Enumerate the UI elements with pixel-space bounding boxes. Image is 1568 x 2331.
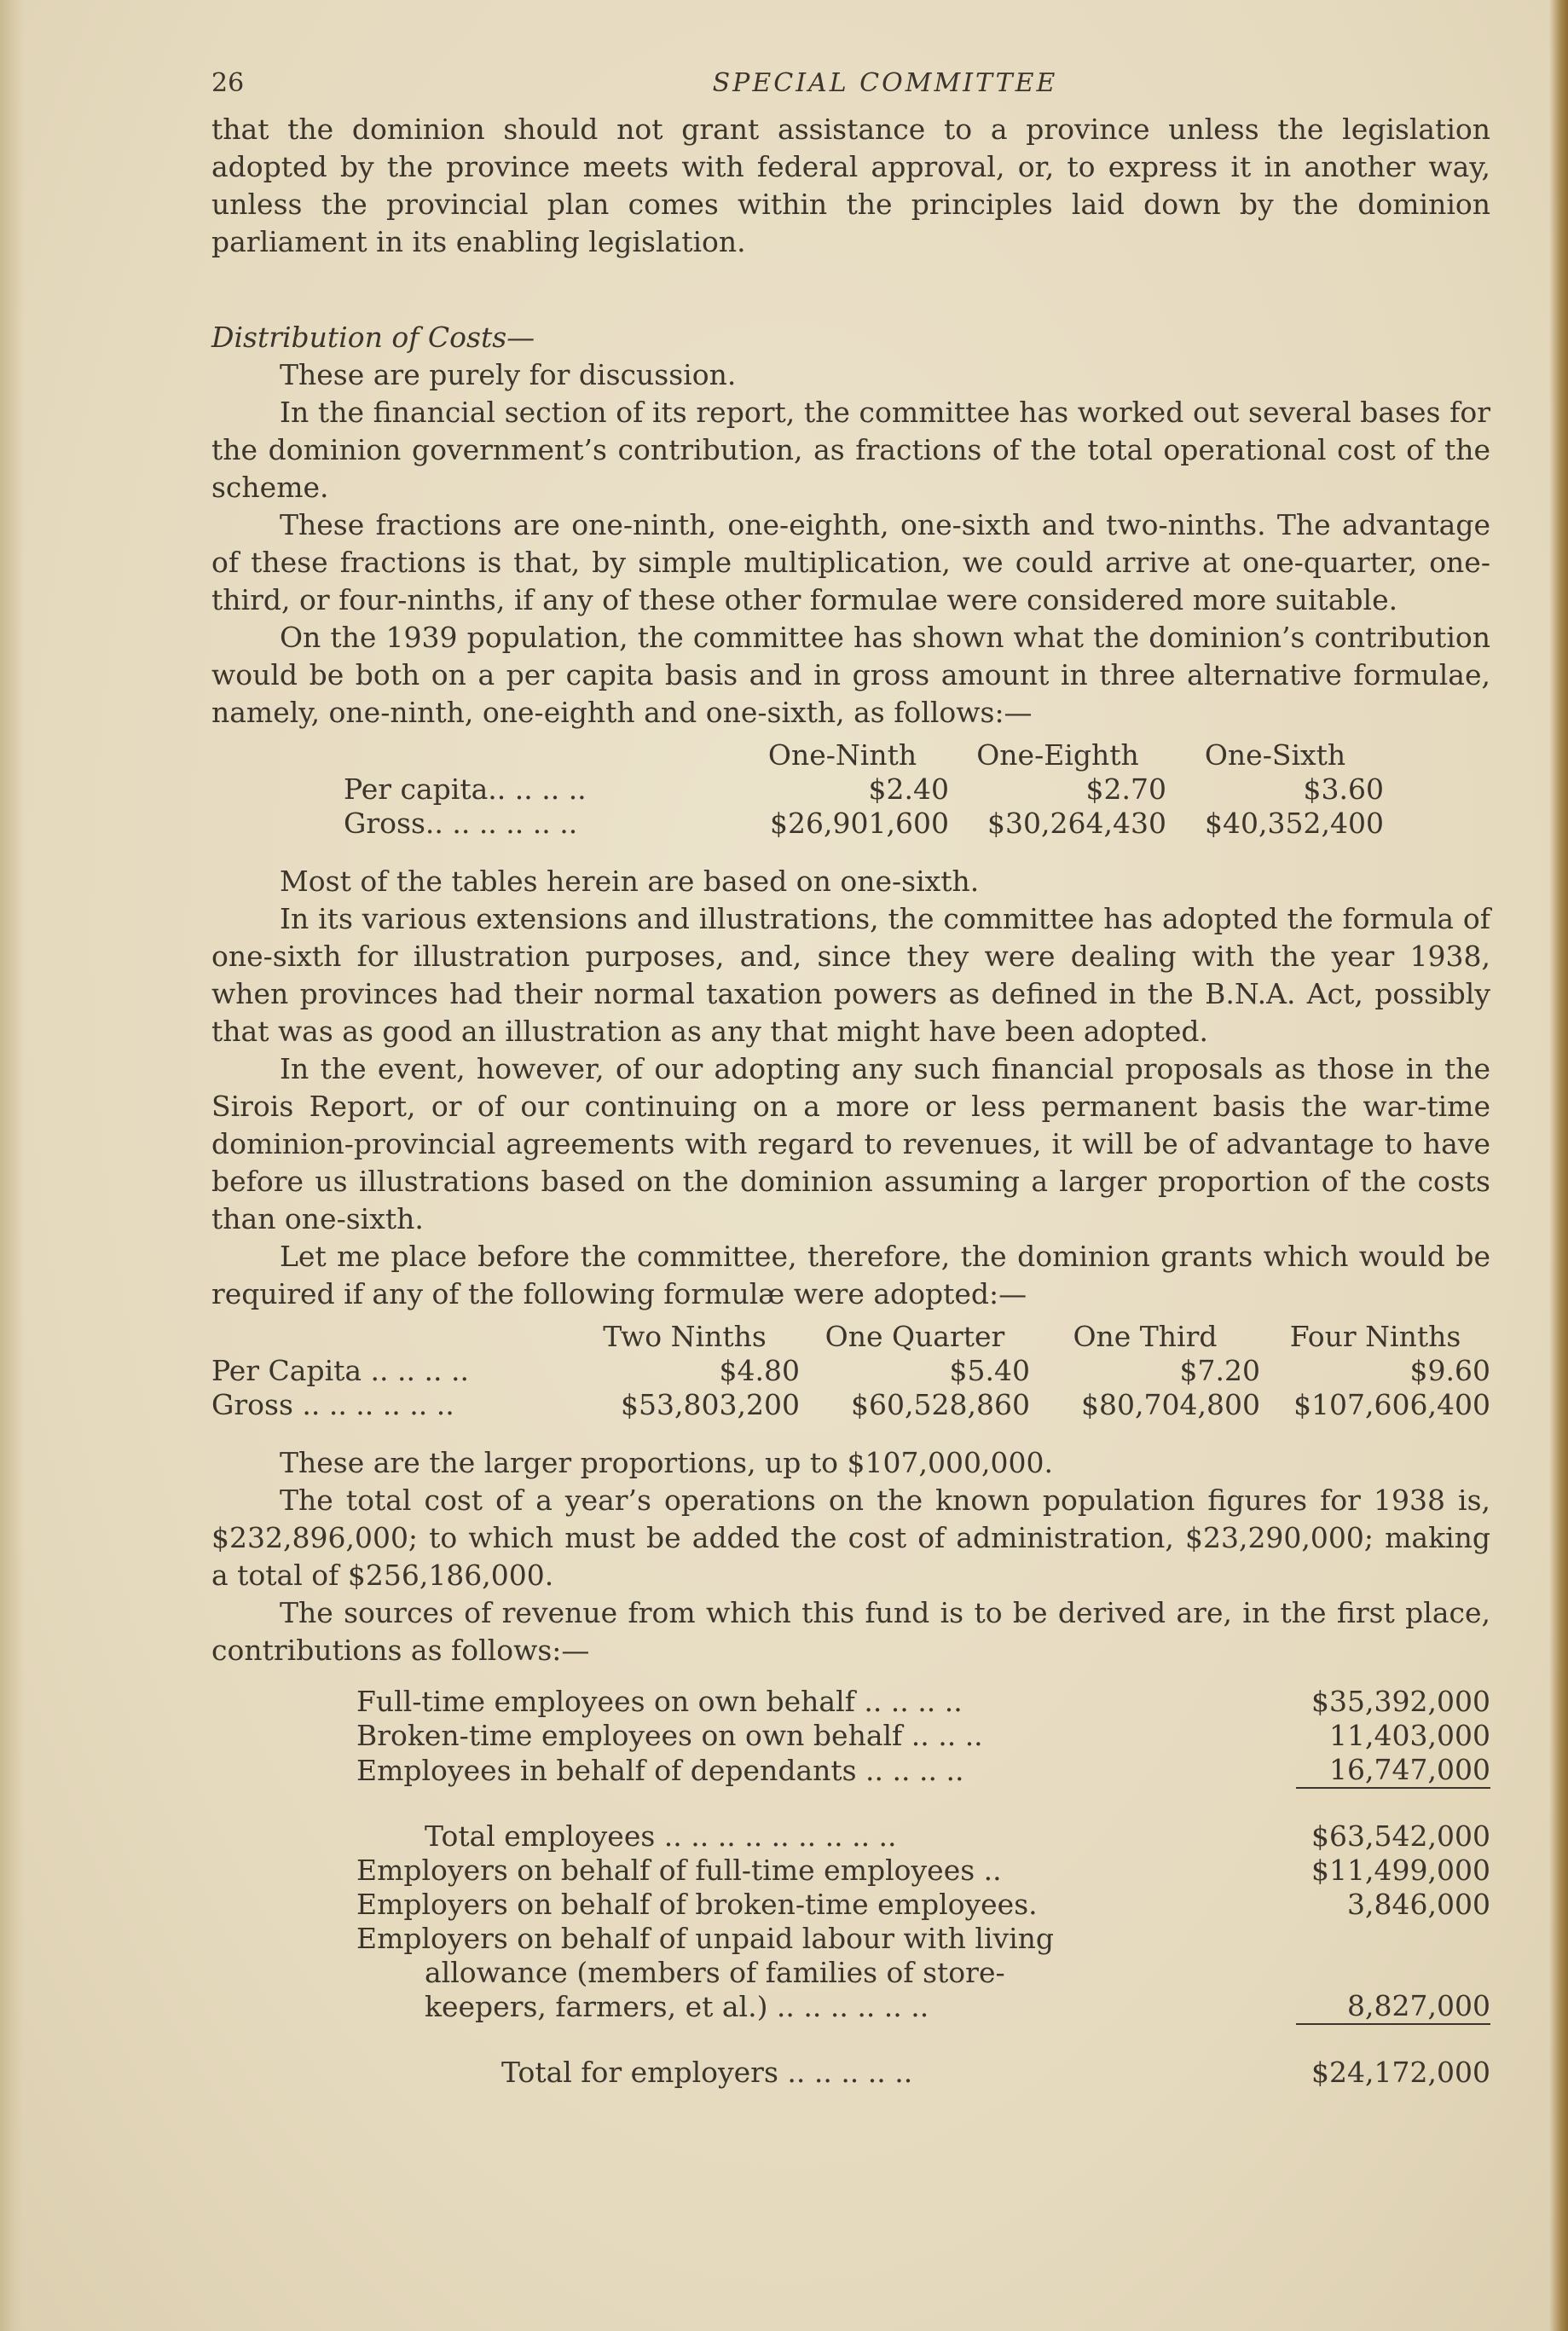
row-label	[356, 1922, 1296, 2024]
table-cell: $26,901,600	[770, 807, 949, 840]
paragraph: In its various extensions and illustrations, the committee has adopted the formula of one-sixth for illustration purposes, and, since they were dealing with the year 1938, when provinces had their normal taxation powers as defined in the B.N.A. Act, possibly that was as good an illustration as any that might have been adopted.	[211, 902, 1490, 1048]
column-header: One-Eighth	[976, 738, 1139, 772]
row-label: Gross .. .. .. .. .. ..	[211, 1388, 454, 1421]
row-label: Total for employers .. .. .. .. ..	[501, 2056, 913, 2089]
table-row	[356, 1854, 1490, 1888]
table-cell: $60,528,860	[851, 1388, 1030, 1421]
paragraph: The sources of revenue from which this fund is to be derived are, in the first place, contributions as follows:—	[211, 1596, 1490, 1667]
table-cell: $80,704,800	[1081, 1388, 1260, 1421]
table-cell: $107,606,400	[1293, 1388, 1490, 1421]
larger-proportions-table	[211, 1320, 1490, 1422]
amount-cell: 3,846,000	[1347, 1888, 1490, 1921]
table-row	[211, 1388, 1490, 1422]
table-header-row	[211, 1320, 1490, 1354]
row-label: Total employees .. .. .. .. .. .. .. .. ..	[425, 1819, 897, 1853]
paragraph: The total cost of a year’s operations on the known population figures for 1938 is, $232,896,000; to which must be added the cost of administration, $23,290,000; making a total of $256,186,000.	[211, 1484, 1490, 1592]
amount-cell: $24,172,000	[1311, 2056, 1490, 2089]
row-label: Employers on behalf of broken-time employees.	[356, 1888, 1038, 1921]
amount-cell: $63,542,000	[1311, 1819, 1490, 1853]
row-label-line: Employers on behalf of unpaid labour with living	[356, 1922, 1055, 1955]
running-header	[211, 60, 1490, 111]
table-cell: $7.20	[1179, 1354, 1260, 1387]
row-label-line: keepers, farmers, et al.) .. .. .. .. .. ..	[425, 1990, 929, 2023]
table-row	[356, 1719, 1490, 1753]
section-heading: Distribution of Costs—	[211, 321, 535, 354]
table-cell: $40,352,400	[1205, 807, 1384, 840]
page-right-edge	[1549, 0, 1568, 2331]
amount-cell: 16,747,000	[1329, 1753, 1490, 1786]
table-cell: $5.40	[949, 1354, 1030, 1387]
table-row	[344, 807, 1384, 841]
table-cell: $53,803,200	[621, 1388, 800, 1421]
table-cell: $2.70	[1085, 772, 1166, 806]
paragraph: In the event, however, of our adopting any such financial proposals as those in the Sirois Report, or of our continuing on a more or less permanent basis the war-time dominion-provincial agreements with regard to revenues, it will be of advantage to have before us illustrations based on the dominion assuming a larger proportion of the costs than one-sixth.	[211, 1052, 1490, 1235]
column-header: One Third	[1073, 1320, 1218, 1353]
table-cell: $2.40	[868, 772, 949, 806]
row-label: Per Capita .. .. .. ..	[211, 1354, 469, 1387]
intro-paragraph: that the dominion should not grant assistance to a province unless the legislation adopted by the province meets with federal approval, or, to express it in another way, unless the provincial plan comes within the principles laid down by the dominion parliament in its enabling legislation.	[211, 113, 1490, 258]
column-header: One-Ninth	[767, 738, 917, 772]
page-number: 26	[211, 68, 245, 98]
row-label: Employees in behalf of dependants .. .. .. ..	[356, 1753, 964, 1787]
column-header: One Quarter	[825, 1320, 1005, 1353]
page-left-edge	[0, 0, 24, 2331]
table-row	[356, 1753, 1490, 1788]
page-content	[211, 60, 1490, 2090]
table-cell: $4.80	[719, 1354, 800, 1387]
total-row	[356, 2056, 1490, 2090]
table-row	[344, 772, 1384, 807]
row-label: Full-time employees on own behalf .. .. .. ..	[356, 1685, 963, 1718]
paragraph: Let me place before the committee, therefore, the dominion grants which would be required if any of the following formulæ were adopted:—	[211, 1240, 1490, 1310]
table-row	[356, 1888, 1490, 1922]
running-title: SPECIAL COMMITTEE	[712, 68, 1058, 98]
amount-cell: $35,392,000	[1311, 1685, 1490, 1718]
column-header: Four Ninths	[1289, 1320, 1461, 1353]
total-row	[356, 1819, 1490, 1854]
fractions-table	[344, 738, 1384, 841]
table-row	[356, 1685, 1490, 1719]
contributions-table	[356, 1685, 1490, 2090]
paragraph: On the 1939 population, the committee has shown what the dominion’s contribution would be both on a per capita basis and in gross amount in three alternative formulae, namely, one-ninth, one-eighth and one-sixth, as follows:—	[211, 621, 1490, 729]
table-cell: $30,264,430	[987, 807, 1166, 840]
amount-cell: $11,499,000	[1311, 1854, 1490, 1887]
row-label-line: allowance (members of families of store-	[425, 1956, 1005, 1989]
amount-cell: 11,403,000	[1329, 1719, 1490, 1752]
column-header: Two Ninths	[603, 1320, 767, 1353]
table-row	[211, 1354, 1490, 1388]
table-header-row	[344, 738, 1384, 772]
table-cell: $9.60	[1409, 1354, 1490, 1387]
column-header: One-Sixth	[1204, 738, 1346, 772]
row-label: Broken-time employees on own behalf .. .. ..	[356, 1719, 983, 1752]
row-label: Employers on behalf of full-time employees ..	[356, 1854, 1002, 1887]
table-row	[356, 1922, 1490, 2024]
amount-cell: 8,827,000	[1347, 1989, 1490, 2022]
paragraph: Most of the tables herein are based on one-sixth.	[280, 865, 980, 898]
paragraph: These are the larger proportions, up to $107,000,000.	[280, 1446, 1053, 1479]
row-label: Gross.. .. .. .. .. ..	[344, 807, 578, 840]
paragraph: These are purely for discussion.	[280, 358, 737, 391]
paragraph: In the financial section of its report, the committee has worked out several bases for the dominion government’s contribution, as fractions of the total operational cost of the scheme.	[211, 396, 1490, 504]
paragraph: These fractions are one-ninth, one-eighth, one-sixth and two-ninths. The advantage of these fractions is that, by simple multiplication, we could arrive at one-quarter, one-third, or four-ninths, if any of these other formulae were considered more suitable.	[211, 508, 1490, 616]
table-cell: $3.60	[1303, 772, 1384, 806]
row-label: Per capita.. .. .. ..	[344, 772, 587, 806]
